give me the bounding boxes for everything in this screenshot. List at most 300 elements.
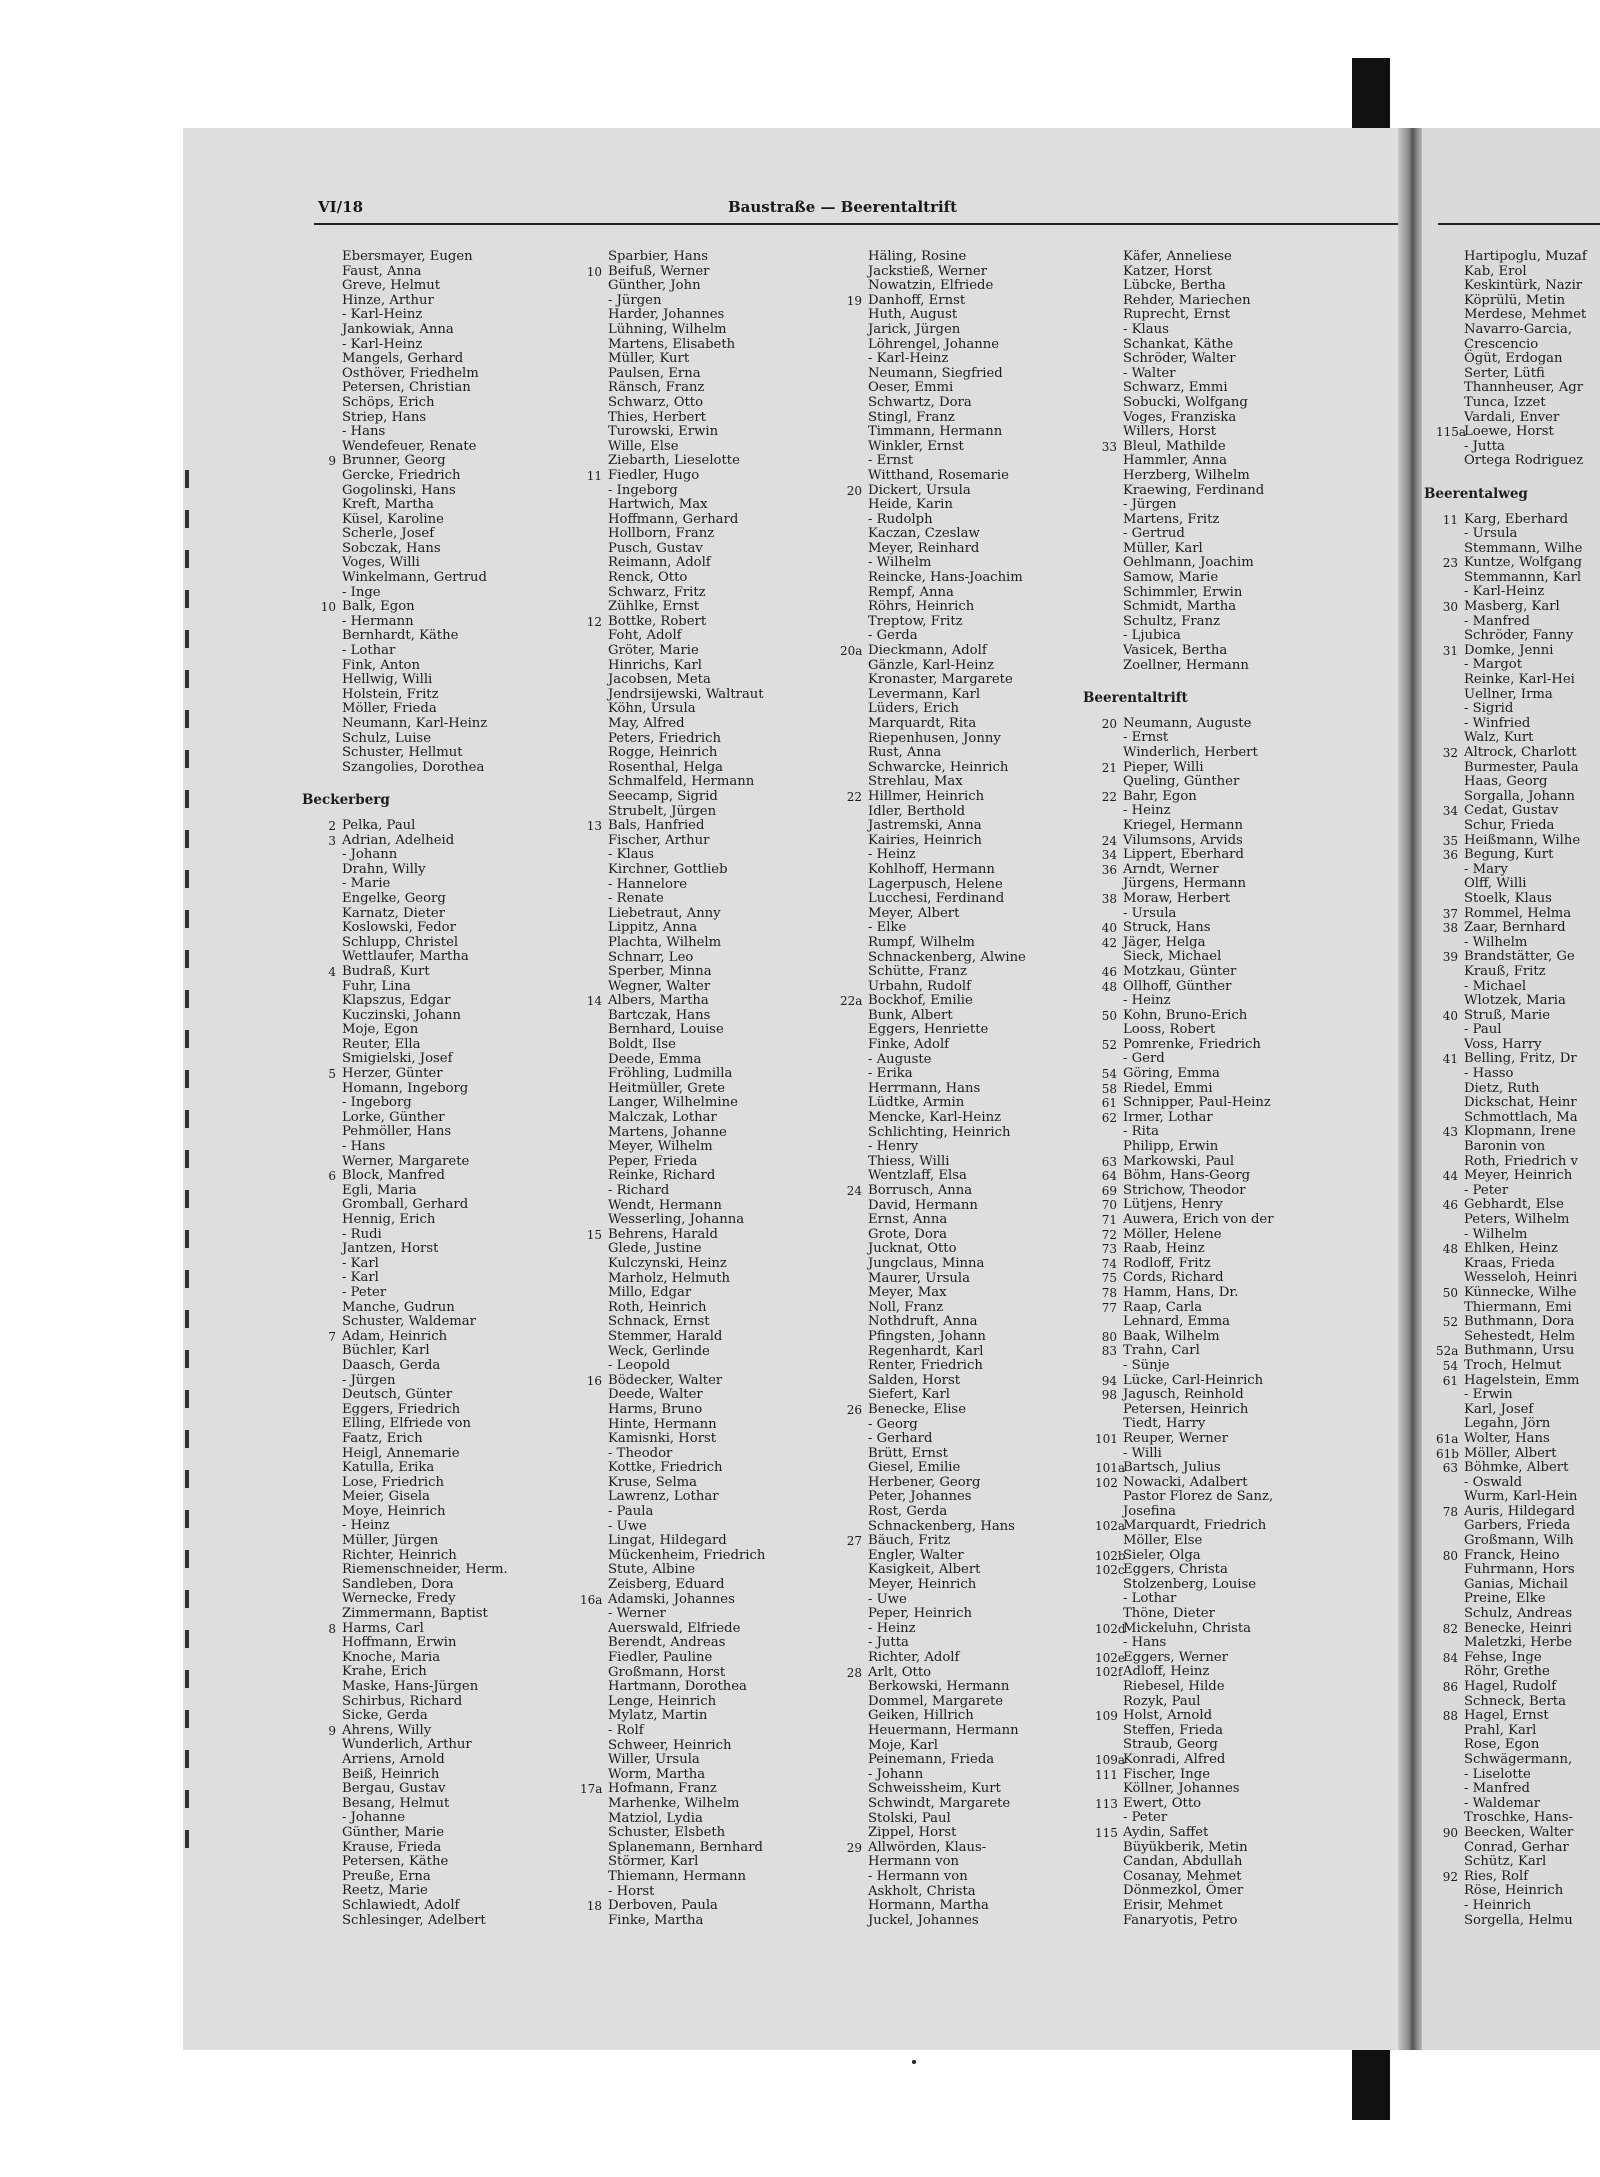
- resident-entry: [1095, 1738, 1355, 1753]
- resident-name: Schütz, Karl: [1464, 1854, 1547, 1870]
- resident-entry: [840, 1534, 1100, 1549]
- resident-entry: [1095, 1344, 1355, 1359]
- resident-entry: [314, 279, 574, 294]
- resident-name: Zoellner, Hermann: [1123, 657, 1249, 673]
- resident-name: Katulla, Erika: [342, 1460, 435, 1476]
- resident-name: Rehder, Mariechen: [1123, 292, 1251, 308]
- resident-entry: [580, 367, 840, 382]
- resident-entry: [314, 1271, 574, 1286]
- house-number: [580, 1753, 608, 1768]
- resident-entry: [1436, 411, 1600, 426]
- resident-name: Finke, Martha: [608, 1912, 704, 1928]
- left-page: [183, 128, 1398, 2050]
- house-number: [314, 1111, 342, 1126]
- resident-entry: [314, 936, 574, 951]
- house-number: [840, 498, 868, 513]
- house-number: [1436, 1388, 1464, 1403]
- resident-entry: [1095, 1184, 1355, 1199]
- resident-entry: [314, 1826, 574, 1841]
- resident-entry: [1436, 294, 1600, 309]
- resident-name: Moye, Heinrich: [342, 1503, 446, 1519]
- resident-name: Deutsch, Günter: [342, 1387, 453, 1403]
- house-number: [314, 732, 342, 747]
- house-number: [314, 1636, 342, 1651]
- resident-entry: [314, 1636, 574, 1651]
- resident-name: Stute, Albine: [608, 1562, 696, 1578]
- house-number: 84: [1442, 1650, 1458, 1665]
- house-number: [580, 1053, 608, 1068]
- house-number: [314, 571, 342, 586]
- house-number: [840, 1023, 868, 1038]
- resident-name: Willer, Ursula: [608, 1752, 700, 1768]
- resident-name: - Gerhard: [868, 1431, 933, 1447]
- resident-name: Plachta, Wilhelm: [608, 934, 722, 950]
- resident-name: Schnackenberg, Alwine: [868, 949, 1026, 965]
- house-number: [840, 819, 868, 834]
- house-number: [580, 1359, 608, 1374]
- house-number: [840, 1155, 868, 1170]
- resident-entry: [580, 1461, 840, 1476]
- resident-name: Thiemann, Hermann: [608, 1868, 747, 1884]
- resident-name: Brunner, Georg: [342, 453, 446, 469]
- resident-name: - Gerd: [1123, 1051, 1165, 1067]
- resident-entry: [580, 615, 840, 630]
- resident-entry: [580, 717, 840, 732]
- house-number: [1095, 425, 1123, 440]
- house-number: [1436, 877, 1464, 892]
- resident-name: Kulczynski, Heinz: [608, 1255, 727, 1271]
- resident-name: Wegner, Walter: [608, 978, 711, 994]
- house-number: 75: [1101, 1271, 1117, 1286]
- house-number: 34: [1442, 804, 1458, 819]
- resident-entry: [840, 440, 1100, 455]
- house-number: [840, 951, 868, 966]
- house-number: [580, 1739, 608, 1754]
- house-number: [314, 1447, 342, 1462]
- street-heading: Beerentaltrift: [1083, 690, 1188, 707]
- house-number: [1095, 484, 1123, 499]
- house-number: [314, 1884, 342, 1899]
- house-number: 16: [586, 1373, 602, 1388]
- resident-name: - Hans: [342, 1139, 386, 1155]
- resident-entry: [314, 1695, 574, 1710]
- resident-entry: [1095, 950, 1355, 965]
- resident-entry: [840, 1242, 1100, 1257]
- resident-entry: [1095, 1622, 1355, 1637]
- resident-entry: [840, 411, 1100, 426]
- resident-name: Jantzen, Horst: [342, 1241, 439, 1257]
- resident-name: Legahn, Jörn: [1464, 1416, 1551, 1432]
- resident-name: Lüders, Erich: [868, 701, 959, 717]
- resident-entry: [1436, 1782, 1600, 1797]
- resident-name: - Horst: [608, 1883, 655, 1899]
- resident-entry: [840, 717, 1100, 732]
- resident-entry: [1436, 1607, 1600, 1622]
- resident-entry: [580, 1593, 840, 1608]
- resident-name: Moje, Egon: [342, 1022, 419, 1038]
- resident-name: Auris, Hildegard: [1464, 1503, 1575, 1519]
- house-number: [1436, 1724, 1464, 1739]
- resident-name: Pomrenke, Friedrich: [1123, 1036, 1261, 1052]
- house-number: [840, 1563, 868, 1578]
- resident-entry: [1436, 1082, 1600, 1097]
- resident-entry: [840, 513, 1100, 528]
- resident-entry: [580, 1709, 840, 1724]
- resident-entry: [314, 498, 574, 513]
- resident-name: Brütt, Ernst: [868, 1445, 948, 1461]
- house-number: [314, 498, 342, 513]
- house-number: 9: [328, 1723, 336, 1738]
- resident-entry: [580, 1782, 840, 1797]
- resident-entry: [314, 615, 574, 630]
- house-number: [314, 1140, 342, 1155]
- house-number: [314, 615, 342, 630]
- resident-name: Philipp, Erwin: [1123, 1139, 1219, 1155]
- resident-name: Bleul, Mathilde: [1123, 438, 1226, 454]
- resident-name: Fuhr, Lina: [342, 978, 411, 994]
- house-number: [1436, 367, 1464, 382]
- house-number: [840, 600, 868, 615]
- resident-name: Großmann, Horst: [608, 1664, 726, 1680]
- house-number: [840, 1680, 868, 1695]
- house-number: 63: [1101, 1154, 1117, 1169]
- resident-entry: [1436, 1665, 1600, 1680]
- house-number: [840, 1286, 868, 1301]
- house-number: [314, 279, 342, 294]
- resident-name: Arlt, Otto: [868, 1664, 932, 1680]
- resident-entry: [1095, 425, 1355, 440]
- resident-entry: [580, 1695, 840, 1710]
- resident-name: Zühlke, Ernst: [608, 599, 700, 615]
- resident-name: - Wilhelm: [868, 555, 932, 571]
- resident-entry: [314, 425, 574, 440]
- resident-name: Martens, Elisabeth: [608, 336, 736, 352]
- house-number: [840, 308, 868, 323]
- house-number: [580, 498, 608, 513]
- resident-name: Siefert, Karl: [868, 1387, 950, 1403]
- resident-name: Marhenke, Wilhelm: [608, 1795, 740, 1811]
- resident-entry: [314, 1403, 574, 1418]
- resident-name: Wunderlich, Arthur: [342, 1737, 472, 1753]
- house-number: [1095, 498, 1123, 513]
- resident-entry: [314, 1257, 574, 1272]
- house-number: [1436, 1111, 1464, 1126]
- resident-entry: [580, 308, 840, 323]
- house-number: [1095, 746, 1123, 761]
- house-number: [840, 1257, 868, 1272]
- resident-entry: [314, 1651, 574, 1666]
- house-number: [1436, 396, 1464, 411]
- resident-name: - Sünje: [1123, 1357, 1170, 1373]
- house-number: [1095, 571, 1123, 586]
- resident-name: Derboven, Paula: [608, 1898, 718, 1914]
- resident-entry: [1095, 1724, 1355, 1739]
- resident-name: Schulz, Luise: [342, 730, 431, 746]
- house-number: [1436, 1038, 1464, 1053]
- resident-name: - Jürgen: [1123, 497, 1177, 513]
- resident-name: Reimann, Adolf: [608, 555, 711, 571]
- resident-name: Baronin von: [1464, 1139, 1546, 1155]
- resident-name: Dönmezkol, Ömer: [1123, 1883, 1244, 1899]
- resident-entry: [1095, 907, 1355, 922]
- house-number: [1436, 1768, 1464, 1783]
- resident-entry: [580, 1418, 840, 1433]
- resident-name: Koslowski, Fedor: [342, 920, 456, 936]
- house-number: [840, 1082, 868, 1097]
- house-number: 2: [328, 818, 336, 833]
- resident-name: Konradi, Alfred: [1123, 1751, 1226, 1767]
- house-number: 5: [328, 1067, 336, 1082]
- house-number: [840, 513, 868, 528]
- house-number: [314, 338, 342, 353]
- resident-entry: [580, 965, 840, 980]
- resident-name: Käfer, Anneliese: [1123, 249, 1232, 264]
- house-number: [840, 1885, 868, 1900]
- resident-entry: [314, 381, 574, 396]
- resident-entry: [1436, 600, 1600, 615]
- resident-entry: [1095, 1578, 1355, 1593]
- resident-entry: [840, 484, 1100, 499]
- resident-entry: [580, 527, 840, 542]
- resident-entry: [1436, 1768, 1600, 1783]
- resident-name: Wentzlaff, Elsa: [868, 1168, 967, 1184]
- resident-entry: [1436, 381, 1600, 396]
- house-number: [314, 1563, 342, 1578]
- resident-entry: [314, 1534, 574, 1549]
- resident-name: Cords, Richard: [1123, 1270, 1224, 1286]
- house-number: [314, 1476, 342, 1491]
- house-number: [1436, 323, 1464, 338]
- resident-entry: [1095, 848, 1355, 863]
- resident-entry: [840, 1169, 1100, 1184]
- page-number: VI/18: [318, 198, 364, 216]
- resident-entry: [840, 1782, 1100, 1797]
- house-number: [1095, 1607, 1123, 1622]
- resident-entry: [1436, 1067, 1600, 1082]
- resident-name: Buthmann, Ursu: [1464, 1343, 1575, 1359]
- resident-entry: [1436, 1914, 1600, 1929]
- house-number: [840, 629, 868, 644]
- house-number: [580, 1651, 608, 1666]
- house-number: [840, 411, 868, 426]
- house-number: 24: [846, 1184, 862, 1198]
- house-number: [580, 250, 608, 265]
- resident-name: Sparbier, Hans: [608, 249, 708, 264]
- resident-entry: [1436, 1023, 1600, 1038]
- house-number: [314, 1023, 342, 1038]
- resident-entry: [314, 1169, 574, 1184]
- resident-entry: [314, 1359, 574, 1374]
- resident-entry: [840, 673, 1100, 688]
- house-number: 37: [1442, 906, 1458, 921]
- resident-name: Allwörden, Klaus-: [868, 1839, 987, 1855]
- resident-entry: [580, 848, 840, 863]
- resident-name: Preuße, Erna: [342, 1868, 431, 1884]
- resident-entry: [840, 1724, 1100, 1739]
- resident-entry: [1095, 1315, 1355, 1330]
- resident-name: Markowski, Paul: [1123, 1153, 1235, 1169]
- resident-name: Wendt, Hermann: [608, 1197, 722, 1213]
- house-number: 61a: [1436, 1431, 1459, 1446]
- house-number: [1436, 1607, 1464, 1622]
- resident-name: Riedel, Emmi: [1123, 1080, 1213, 1096]
- resident-entry: [840, 1096, 1100, 1111]
- resident-name: Hennig, Erich: [342, 1212, 436, 1227]
- house-number: [580, 907, 608, 922]
- resident-entry: [580, 892, 840, 907]
- resident-entry: [840, 761, 1100, 776]
- resident-entry: [1436, 585, 1600, 600]
- resident-name: Daasch, Gerda: [342, 1357, 441, 1373]
- house-number: 90: [1442, 1825, 1458, 1840]
- resident-entry: [1436, 308, 1600, 323]
- resident-entry: [840, 1490, 1100, 1505]
- resident-name: Treptow, Fritz: [868, 613, 963, 629]
- resident-entry: [314, 877, 574, 892]
- resident-name: Gröter, Marie: [608, 643, 699, 659]
- resident-entry: [580, 878, 840, 893]
- resident-name: Uellner, Irma: [1464, 686, 1553, 702]
- house-number: [1095, 615, 1123, 630]
- resident-name: - Liselotte: [1464, 1766, 1531, 1782]
- house-number: [1436, 1301, 1464, 1316]
- resident-entry: [840, 1826, 1100, 1841]
- resident-entry: [840, 921, 1100, 936]
- resident-entry: [314, 1563, 574, 1578]
- resident-name: Meier, Gisela: [342, 1489, 430, 1505]
- resident-entry: [580, 1038, 840, 1053]
- resident-name: Sobczak, Hans: [342, 540, 441, 556]
- resident-entry: [1095, 1826, 1355, 1841]
- resident-name: Mylatz, Martin: [608, 1708, 708, 1724]
- house-number: [580, 878, 608, 893]
- house-number: [580, 717, 608, 732]
- house-number: [1095, 513, 1123, 528]
- house-number: 94: [1101, 1373, 1117, 1388]
- house-number: [1436, 1519, 1464, 1534]
- house-number: [314, 1096, 342, 1111]
- house-number: [1095, 1534, 1123, 1549]
- resident-entry: [1095, 571, 1355, 586]
- resident-entry: [1095, 381, 1355, 396]
- house-number: [1436, 1563, 1464, 1578]
- resident-name: Hollborn, Franz: [608, 526, 715, 542]
- resident-entry: [580, 1622, 840, 1637]
- resident-entry: [314, 1914, 574, 1929]
- house-number: [1436, 761, 1464, 776]
- house-number: [580, 644, 608, 659]
- resident-entry: [580, 425, 840, 440]
- resident-name: Kirchner, Gottlieb: [608, 861, 728, 877]
- resident-entry: [580, 1549, 840, 1564]
- house-number: [1095, 338, 1123, 353]
- resident-entry: [580, 1841, 840, 1856]
- house-number: [314, 1125, 342, 1140]
- resident-name: Peper, Heinrich: [868, 1606, 972, 1622]
- house-number: [580, 1184, 608, 1199]
- resident-name: Bals, Hanfried: [608, 818, 705, 834]
- resident-name: - Erika: [868, 1066, 913, 1082]
- house-number: 35: [1442, 833, 1458, 848]
- house-number: [314, 644, 342, 659]
- resident-name: Thiess, Willi: [868, 1153, 950, 1169]
- resident-name: Reincke, Hans-Joachim: [868, 570, 1023, 586]
- house-number: [314, 1841, 342, 1856]
- house-number: [1436, 1884, 1464, 1899]
- resident-entry: [314, 1213, 574, 1228]
- house-number: [1436, 338, 1464, 353]
- resident-entry: [1436, 1315, 1600, 1330]
- resident-entry: [840, 1812, 1100, 1827]
- house-number: [1436, 615, 1464, 630]
- resident-entry: [314, 1768, 574, 1783]
- resident-name: Zimmermann, Baptist: [342, 1606, 488, 1622]
- house-number: 54: [1101, 1067, 1117, 1082]
- resident-name: Peters, Wilhelm: [1464, 1212, 1570, 1227]
- house-number: [580, 1155, 608, 1170]
- resident-entry: [1436, 1841, 1600, 1856]
- resident-name: Troch, Helmut: [1464, 1357, 1562, 1373]
- resident-name: Danhoff, Ernst: [868, 292, 966, 308]
- house-number: [1436, 1914, 1464, 1929]
- house-number: [840, 1388, 868, 1403]
- resident-name: Keskintürk, Nazir: [1464, 278, 1583, 294]
- resident-name: Schuster, Elsbeth: [608, 1825, 726, 1841]
- resident-name: Ögüt, Erdogan: [1464, 351, 1563, 367]
- house-number: [314, 1009, 342, 1024]
- resident-name: Budraß, Kurt: [342, 963, 430, 979]
- house-number: [840, 1812, 868, 1827]
- resident-entry: [580, 863, 840, 878]
- resident-name: Schuster, Hellmut: [342, 745, 463, 761]
- house-number: [314, 556, 342, 571]
- house-number: [314, 1417, 342, 1432]
- resident-entry: [314, 1184, 574, 1199]
- resident-name: Lorke, Günther: [342, 1109, 445, 1125]
- resident-entry: [840, 936, 1100, 951]
- resident-name: - Gertrud: [1123, 526, 1185, 542]
- resident-name: Schmottlach, Ma: [1464, 1109, 1578, 1125]
- resident-name: Regenhardt, Karl: [868, 1343, 984, 1359]
- resident-entry: [840, 294, 1100, 309]
- resident-entry: [314, 1155, 574, 1170]
- house-number: 52: [1101, 1037, 1117, 1052]
- house-number: [580, 702, 608, 717]
- house-number: [1436, 1417, 1464, 1432]
- resident-name: Prahl, Karl: [1464, 1722, 1537, 1738]
- house-number: [1095, 308, 1123, 323]
- house-number: [314, 1505, 342, 1520]
- house-number: [840, 1490, 868, 1505]
- house-number: [840, 1374, 868, 1389]
- resident-entry: [1095, 1636, 1355, 1651]
- resident-name: Fröhling, Ludmilla: [608, 1066, 733, 1082]
- resident-name: Hammler, Anna: [1123, 453, 1228, 469]
- house-number: [580, 1622, 608, 1637]
- house-number: [840, 440, 868, 455]
- resident-name: - Manfred: [1464, 1781, 1530, 1797]
- resident-name: Bartsch, Julius: [1123, 1460, 1221, 1476]
- resident-name: - Wilhelm: [1464, 1226, 1528, 1242]
- house-number: 10: [320, 600, 336, 615]
- resident-entry: [840, 994, 1100, 1009]
- resident-name: - Karl: [342, 1270, 379, 1286]
- resident-entry: [1436, 323, 1600, 338]
- resident-name: Voges, Willi: [342, 555, 420, 571]
- house-number: [1095, 1140, 1123, 1155]
- house-number: [580, 1169, 608, 1184]
- resident-name: - Peter: [342, 1284, 387, 1300]
